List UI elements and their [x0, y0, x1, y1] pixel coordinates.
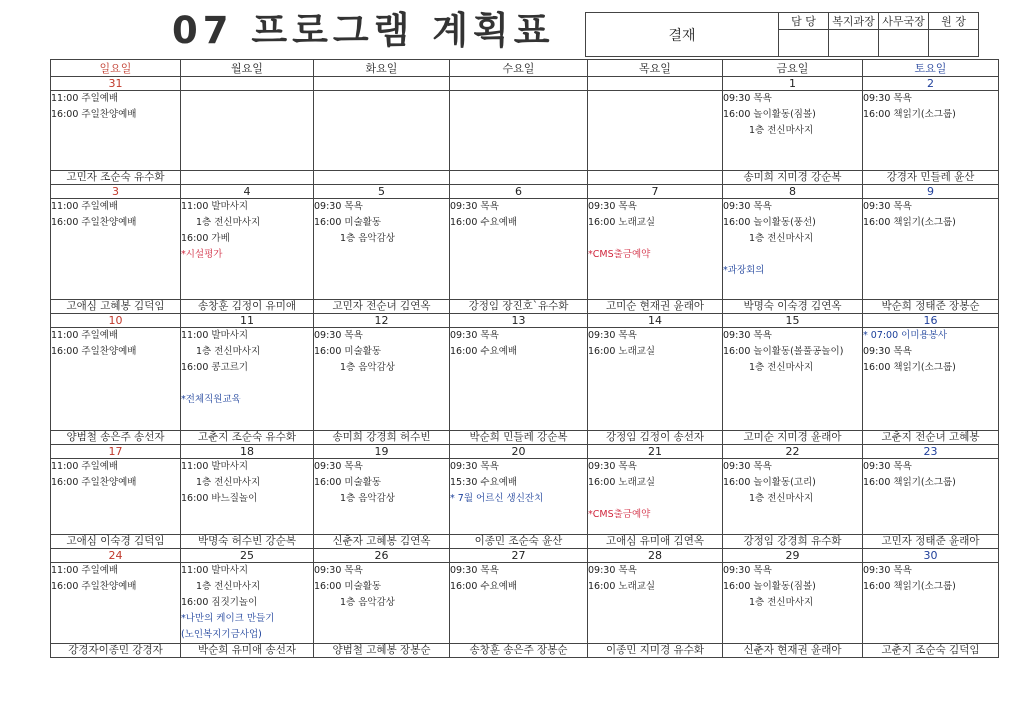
staff-names: 송미희 지미경 강순복: [723, 171, 863, 185]
day-activities: [181, 563, 314, 644]
staff-names: 고춘지 전순녀 고혜봉: [863, 431, 999, 445]
staff-names: 박순희 정태준 장봉순: [863, 300, 999, 314]
activity-item: 1층 음악감상: [340, 233, 395, 244]
date-cell: 14: [588, 314, 723, 328]
day-activities: [588, 459, 723, 535]
signature-box: [929, 30, 979, 57]
activity-item: 09:30 목욕: [314, 461, 363, 472]
activity-item: 1층 전신마사지: [749, 125, 814, 136]
activity-item: 09:30 목욕: [863, 201, 912, 212]
weekday-header: 화요일: [314, 60, 450, 77]
day-activities: [51, 199, 181, 300]
activity-item: 1층 전신마사지: [196, 217, 261, 228]
day-activities: [723, 199, 863, 300]
activity-item: 09:30 목욕: [723, 93, 772, 104]
activity-item: [588, 491, 722, 507]
date-cell: 1: [723, 77, 863, 91]
activity-item: 11:00 발마사지: [181, 565, 249, 576]
activity-item: 16:00 주일찬양예배: [51, 346, 137, 357]
signature-box: [879, 30, 929, 57]
activity-item: 16:00 책읽기(소그룹): [863, 109, 956, 120]
activity-item: 16:00 미술활동: [314, 217, 382, 228]
date-cell: 8: [723, 185, 863, 199]
activity-item: 1층 음악감상: [340, 362, 395, 373]
staff-names: [314, 171, 450, 185]
day-activities: [863, 459, 999, 535]
activity-item: 09:30 목욕: [863, 461, 912, 472]
day-activities: [863, 199, 999, 300]
staff-names: [588, 171, 723, 185]
activity-item: 09:30 목욕: [863, 93, 912, 104]
approval-role: 복지과장: [829, 13, 879, 30]
weekday-header: 일요일: [51, 60, 181, 77]
staff-names: 강정임 강경희 유수화: [723, 535, 863, 549]
date-cell: 21: [588, 445, 723, 459]
activity-item: 09:30 목욕: [588, 461, 637, 472]
day-activities: [588, 563, 723, 644]
activity-item: 16:00 놀이활동(풍선): [723, 217, 816, 228]
activity-item: 09:30 목욕: [723, 201, 772, 212]
weekday-header: 금요일: [723, 60, 863, 77]
staff-names: 송창훈 송은주 장봉순: [450, 644, 588, 658]
activity-item: 16:00 수요예배: [450, 346, 518, 357]
staff-names: 강경자이종민 강경자: [51, 644, 181, 658]
activity-item: 16:00 가베: [181, 233, 230, 244]
activity-item: 16:00 책읽기(소그룹): [863, 362, 956, 373]
weekday-header: 목요일: [588, 60, 723, 77]
activity-item: *시설평가: [181, 249, 223, 260]
activity-item: 16:00 수요예배: [450, 217, 518, 228]
day-activities: [314, 199, 450, 300]
staff-names: 고춘지 조순숙 유수화: [181, 431, 314, 445]
weekday-header: 월요일: [181, 60, 314, 77]
date-cell: 25: [181, 549, 314, 563]
activity-item: 09:30 목욕: [314, 330, 363, 341]
staff-names: [181, 171, 314, 185]
date-cell: 7: [588, 185, 723, 199]
activity-item: 16:00 미술활동: [314, 477, 382, 488]
date-cell: 22: [723, 445, 863, 459]
day-activities: [51, 91, 181, 171]
activity-item: 16:00 노래교실: [588, 217, 656, 228]
activity-item: 09:30 목욕: [314, 565, 363, 576]
day-activities: [450, 91, 588, 171]
activity-item: 09:30 목욕: [450, 201, 499, 212]
activity-item: 16:00 주일찬양예배: [51, 581, 137, 592]
approval-role: 사무국장: [879, 13, 929, 30]
activity-item: [181, 376, 313, 392]
date-cell: 10: [51, 314, 181, 328]
activity-item: 09:30 목욕: [588, 201, 637, 212]
activity-item: 1층 전신마사지: [196, 477, 261, 488]
approval-role: 담 당: [779, 13, 829, 30]
weekday-header: 수요일: [450, 60, 588, 77]
date-cell: 20: [450, 445, 588, 459]
activity-item: 09:30 목욕: [723, 565, 772, 576]
activity-item: 09:30 목욕: [863, 565, 912, 576]
staff-names: 이종민 지미경 유수화: [588, 644, 723, 658]
date-cell: 23: [863, 445, 999, 459]
approval-box: [585, 12, 979, 57]
date-cell: 4: [181, 185, 314, 199]
day-activities: [314, 563, 450, 644]
staff-names: 고미순 현재권 윤래아: [588, 300, 723, 314]
day-activities: [723, 91, 863, 171]
date-cell: 27: [450, 549, 588, 563]
date-cell: 3: [51, 185, 181, 199]
date-cell: [450, 77, 588, 91]
staff-names: 고민자 조순숙 유수화: [51, 171, 181, 185]
staff-names: 강경자 민들레 윤산: [863, 171, 999, 185]
activity-item: 1층 전신마사지: [749, 597, 814, 608]
activity-item: 09:30 목욕: [863, 346, 912, 357]
day-activities: [181, 459, 314, 535]
activity-item: 16:00 노래교실: [588, 477, 656, 488]
activity-item: *전체직원교육: [181, 394, 241, 405]
date-cell: 9: [863, 185, 999, 199]
activity-item: 1층 전신마사지: [196, 346, 261, 357]
staff-names: 고애심 유미애 김연옥: [588, 535, 723, 549]
activity-item: 16:00 노래교실: [588, 346, 656, 357]
activity-item: 11:00 주일예배: [51, 330, 119, 341]
staff-names: 송창훈 김정이 유미애: [181, 300, 314, 314]
day-activities: [181, 91, 314, 171]
day-activities: [450, 459, 588, 535]
activity-item: 16:00 놀이활동(고리): [723, 477, 816, 488]
activity-item: 16:00 놀이활동(짐볼): [723, 109, 816, 120]
activity-item: *과장회의: [723, 265, 765, 276]
staff-names: 강정임 김정이 송선자: [588, 431, 723, 445]
date-cell: [588, 77, 723, 91]
activity-item: 1층 음악감상: [340, 597, 395, 608]
activity-item: (노인복지기금사업): [181, 629, 262, 640]
staff-names: 이종민 조순숙 윤산: [450, 535, 588, 549]
date-cell: 26: [314, 549, 450, 563]
day-activities: [588, 91, 723, 171]
day-activities: [723, 563, 863, 644]
date-cell: [181, 77, 314, 91]
day-activities: [450, 199, 588, 300]
day-activities: [51, 328, 181, 431]
day-activities: [450, 328, 588, 431]
day-activities: [314, 459, 450, 535]
activity-item: 09:30 목욕: [723, 461, 772, 472]
day-activities: [181, 199, 314, 300]
activity-item: 11:00 발마사지: [181, 461, 249, 472]
activity-item: 1층 음악감상: [340, 493, 395, 504]
date-cell: [314, 77, 450, 91]
activity-item: *CMS출금예약: [588, 249, 651, 260]
day-activities: [588, 328, 723, 431]
staff-names: 송미희 강경희 허수빈: [314, 431, 450, 445]
day-activities: [314, 328, 450, 431]
date-cell: 28: [588, 549, 723, 563]
activity-item: 16:00 놀이활동(짐볼): [723, 581, 816, 592]
staff-names: 신춘자 현재권 윤래아: [723, 644, 863, 658]
date-cell: 15: [723, 314, 863, 328]
date-cell: 16: [863, 314, 999, 328]
activity-item: 09:30 목욕: [723, 330, 772, 341]
staff-names: 고민자 전순녀 김연옥: [314, 300, 450, 314]
activity-item: 11:00 주일예배: [51, 93, 119, 104]
date-cell: 6: [450, 185, 588, 199]
staff-names: 강정임 장진호`유수화: [450, 300, 588, 314]
activity-item: [723, 247, 862, 263]
activity-item: 1층 전신마사지: [749, 233, 814, 244]
activity-item: 16:00 주일찬양예배: [51, 477, 137, 488]
activity-item: 09:30 목욕: [588, 330, 637, 341]
date-cell: 11: [181, 314, 314, 328]
staff-names: 고애심 이숙경 김덕임: [51, 535, 181, 549]
signature-box: [829, 30, 879, 57]
date-cell: 17: [51, 445, 181, 459]
day-activities: [181, 328, 314, 431]
date-cell: 18: [181, 445, 314, 459]
activity-item: 16:00 책읽기(소그룹): [863, 477, 956, 488]
activity-item: 09:30 목욕: [588, 565, 637, 576]
activity-item: 16:00 바느질놀이: [181, 493, 258, 504]
day-activities: [723, 328, 863, 431]
activity-item: 16:00 주일찬양예배: [51, 217, 137, 228]
day-activities: [51, 563, 181, 644]
program-calendar: [50, 59, 999, 658]
activity-item: 09:30 목욕: [314, 201, 363, 212]
staff-names: 고춘지 조순숙 김덕임: [863, 644, 999, 658]
activity-item: [588, 231, 722, 247]
activity-item: 16:00 미술활동: [314, 346, 382, 357]
date-cell: 30: [863, 549, 999, 563]
activity-item: 11:00 발마사지: [181, 201, 249, 212]
activity-item: 16:00 수요예배: [450, 581, 518, 592]
day-activities: [314, 91, 450, 171]
date-cell: 31: [51, 77, 181, 91]
activity-item: 11:00 주일예배: [51, 565, 119, 576]
activity-item: 1층 전신마사지: [749, 493, 814, 504]
activity-item: 16:00 주일찬양예배: [51, 109, 137, 120]
day-activities: [863, 91, 999, 171]
staff-names: 신춘자 고혜봉 김연옥: [314, 535, 450, 549]
staff-names: 고미순 지미경 윤래아: [723, 431, 863, 445]
activity-item: 16:00 책읽기(소그룹): [863, 217, 956, 228]
weekday-header: 토요일: [863, 60, 999, 77]
day-activities: [863, 328, 999, 431]
date-cell: 29: [723, 549, 863, 563]
activity-item: 15:30 수요예배: [450, 477, 518, 488]
staff-names: [450, 171, 588, 185]
activity-item: *CMS출금예약: [588, 509, 651, 520]
day-activities: [450, 563, 588, 644]
date-cell: 2: [863, 77, 999, 91]
staff-names: 고애심 고혜봉 김덕임: [51, 300, 181, 314]
activity-item: 16:00 노래교실: [588, 581, 656, 592]
staff-names: 고민자 정태준 윤래아: [863, 535, 999, 549]
date-cell: 24: [51, 549, 181, 563]
activity-item: 09:30 목욕: [450, 461, 499, 472]
activity-item: 11:00 주일예배: [51, 201, 119, 212]
day-activities: [51, 459, 181, 535]
date-cell: 13: [450, 314, 588, 328]
activity-item: 16:00 미술활동: [314, 581, 382, 592]
page-title: 07 프로그램 계획표: [172, 9, 555, 52]
day-activities: [588, 199, 723, 300]
staff-names: 박명숙 이숙경 김연옥: [723, 300, 863, 314]
activity-item: 1층 전신마사지: [196, 581, 261, 592]
date-cell: 12: [314, 314, 450, 328]
signature-box: [779, 30, 829, 57]
staff-names: 박명숙 허수빈 강순복: [181, 535, 314, 549]
activity-item: 16:00 놀이활동(볼풀공놀이): [723, 346, 844, 357]
staff-names: 양범철 고혜봉 장봉순: [314, 644, 450, 658]
activity-item: 09:30 목욕: [450, 330, 499, 341]
activity-item: 16:00 콩고르기: [181, 362, 249, 373]
date-cell: 19: [314, 445, 450, 459]
staff-names: 박순희 민들레 강순복: [450, 431, 588, 445]
staff-names: 박순희 유미애 송선자: [181, 644, 314, 658]
activity-item: 16:00 짐짓기놀이: [181, 597, 258, 608]
day-activities: [863, 563, 999, 644]
activity-item: 16:00 책읽기(소그룹): [863, 581, 956, 592]
activity-item: 11:00 주일예배: [51, 461, 119, 472]
activity-item: * 7월 어르신 생신잔치: [450, 493, 544, 504]
activity-item: *나만의 케이크 만들기: [181, 613, 275, 624]
staff-names: 양범철 송은주 송선자: [51, 431, 181, 445]
approval-role: 원 장: [929, 13, 979, 30]
approval-label: 결재: [586, 13, 779, 57]
activity-item: 11:00 발마사지: [181, 330, 249, 341]
activity-item: 1층 전신마사지: [749, 362, 814, 373]
activity-item: * 07:00 이미용봉사: [863, 330, 948, 341]
date-cell: 5: [314, 185, 450, 199]
activity-item: 09:30 목욕: [450, 565, 499, 576]
day-activities: [723, 459, 863, 535]
